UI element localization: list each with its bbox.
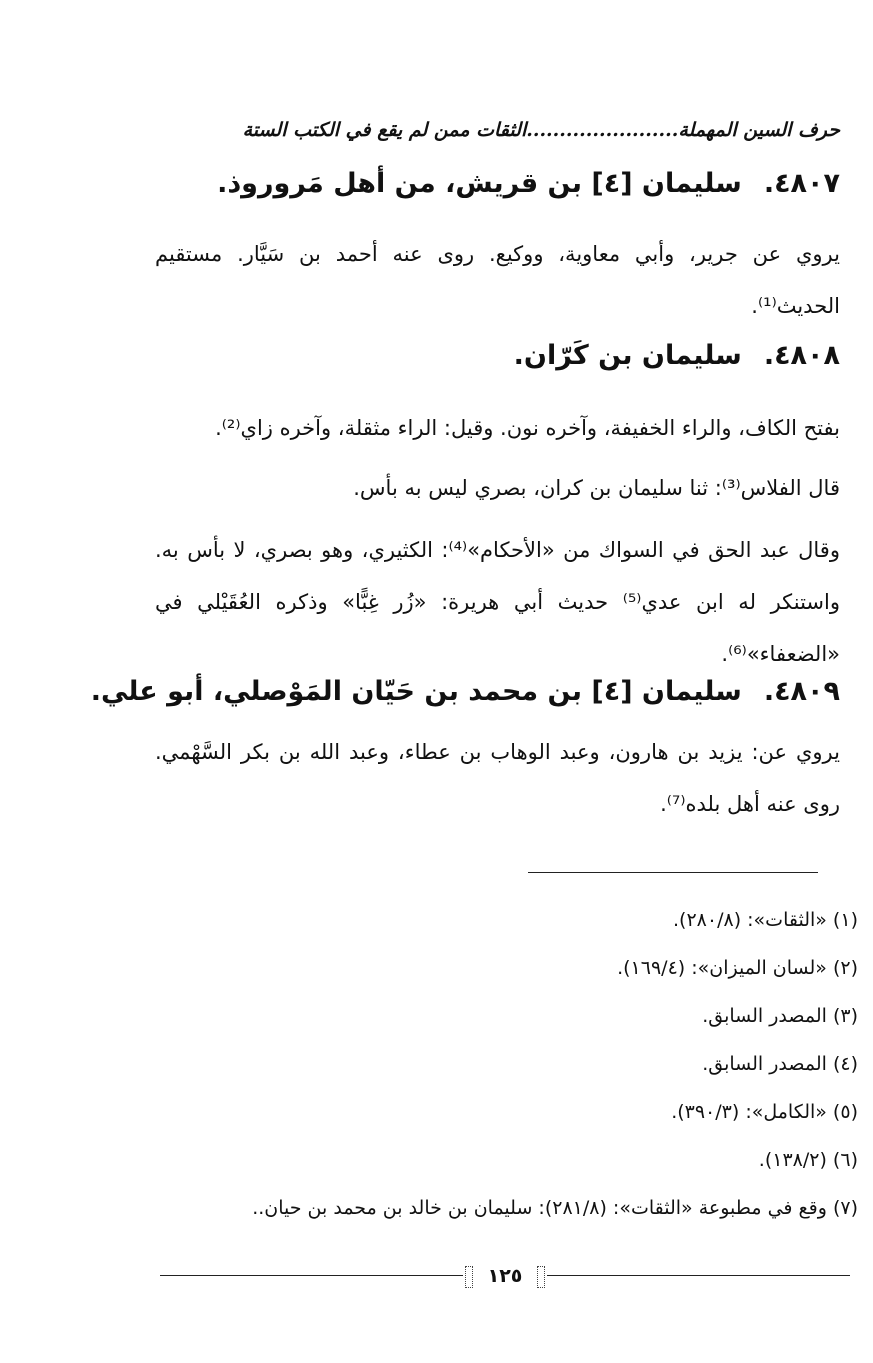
entry-heading-4809: [90, 676, 840, 707]
running-head: حرف السين المهملة.......................الثقات ممن لم يقع في الكتب الستة: [242, 119, 840, 141]
entry-title: سليمان بن كَرّان.: [513, 340, 742, 371]
entry-paragraph: يروي عن جرير، وأبي معاوية، ووكيع. روى عنه أحمد بن سَيَّار. مستقيم الحديث⁽¹⁾.: [155, 242, 840, 318]
footer-rule-left: [160, 1275, 463, 1276]
footnote-2: (٢) «لسان الميزان»: (١٦٩/٤).: [617, 957, 858, 979]
entry-paragraph: يروي عن: يزيد بن هارون، وعبد الوهاب بن عطاء، وعبد الله بن بكر السَّهْمي. روى عنه أهل بلده⁽⁷⁾.: [155, 740, 840, 816]
entry-title: سليمان [٤] بن محمد بن حَيّان المَوْصلي، أبو علي.: [90, 676, 742, 707]
footnote-3: (٣) المصدر السابق.: [702, 1005, 858, 1027]
page-number: ١٢٥: [463, 1262, 547, 1290]
footnote-6: (٦) (١٣٨/٢).: [758, 1149, 858, 1171]
page-footer: [160, 1262, 850, 1292]
footnote-1: (١) «الثقات»: (٢٨٠/٨).: [673, 909, 858, 931]
entry-number: ٤٨٠٨.: [763, 340, 840, 371]
entry-heading-4808: [150, 340, 840, 371]
entry-number: ٤٨٠٩.: [763, 676, 840, 707]
entry-number: ٤٨٠٧.: [763, 168, 840, 199]
entry-title: سليمان [٤] بن قريش، من أهل مَروروذ.: [217, 168, 742, 199]
entry-heading-4807: [150, 168, 840, 199]
entry-paragraph: قال الفلاس⁽³⁾: ثنا سليمان بن كران، بصري ليس به بأس.: [353, 476, 840, 500]
footnote-5: (٥) «الكامل»: (٣٩٠/٣).: [671, 1101, 858, 1123]
footer-rule-right: [547, 1275, 850, 1276]
footnotes: [150, 896, 858, 1232]
entry-paragraph: بفتح الكاف، والراء الخفيفة، وآخره نون. وقيل: الراء مثقلة، وآخره زاي⁽²⁾.: [215, 416, 840, 440]
footnote-separator: [528, 872, 818, 873]
entry-paragraph: وقال عبد الحق في السواك من «الأحكام»⁽⁴⁾: الكثيري، وهو بصري، لا بأس به. واستنكر له ابن عدي⁽⁵⁾ حديث أبي هريرة: «زُر غِبًّا» وذكره العُقَيْلي في «الضعفاء»⁽⁶⁾.: [155, 538, 840, 666]
footnote-7: (٧) وقع في مطبوعة «الثقات»: (٢٨١/٨): سليمان بن خالد بن محمد بن حيان..: [252, 1197, 858, 1219]
footnote-4: (٤) المصدر السابق.: [702, 1053, 858, 1075]
